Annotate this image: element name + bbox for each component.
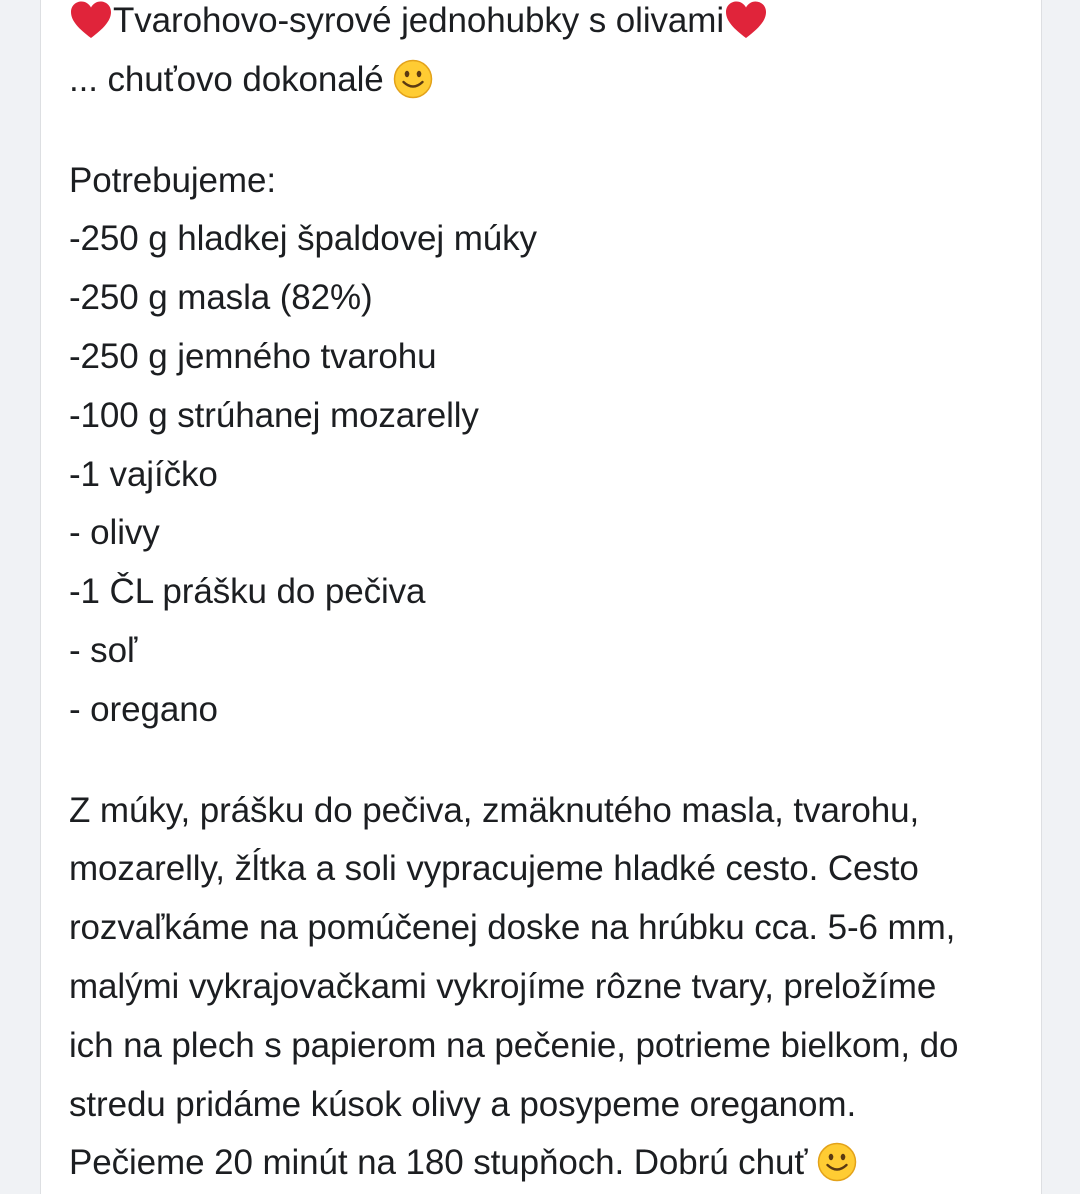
ingredient-item: -100 g strúhanej mozarelly bbox=[69, 395, 479, 435]
smile-icon bbox=[393, 59, 433, 99]
post-text bbox=[69, 0, 1029, 1193]
ingredient-item: - oregano bbox=[69, 689, 218, 729]
recipe-title-line bbox=[69, 0, 1029, 51]
ingredient-item: - soľ bbox=[69, 630, 138, 670]
instruction-line: mozarelly, žĺtka a soli vypracujeme hladké cesto. Cesto bbox=[69, 849, 919, 889]
ingredient-item: -250 g hladkej špaldovej múky bbox=[69, 219, 537, 259]
ingredients-heading: Potrebujeme: bbox=[69, 160, 276, 200]
heart-icon bbox=[69, 0, 113, 40]
recipe-subtitle: ... chuťovo dokonalé bbox=[69, 59, 384, 99]
heart-icon bbox=[724, 0, 768, 40]
instruction-last-line bbox=[69, 1134, 1029, 1193]
ingredient-item: -250 g jemného tvarohu bbox=[69, 336, 437, 376]
instruction-line: rozvaľkáme na pomúčenej doske na hrúbku cca. 5-6 mm, bbox=[69, 908, 956, 948]
post-card bbox=[40, 0, 1042, 1194]
instruction-line: Z múky, prášku do pečiva, zmäknutého masla, tvarohu, bbox=[69, 790, 920, 830]
ingredient-item: -1 vajíčko bbox=[69, 454, 218, 494]
ingredient-item: -250 g masla (82%) bbox=[69, 278, 373, 318]
recipe-title: Tvarohovo-syrové jednohubky s olivami bbox=[113, 1, 725, 40]
instruction-line: Pečieme 20 minút na 180 stupňoch. Dobrú chuť bbox=[69, 1143, 808, 1183]
smile-icon bbox=[817, 1142, 857, 1182]
instruction-line: ich na plech s papierom na pečenie, potrieme bielkom, do bbox=[69, 1025, 959, 1065]
instruction-line: stredu pridáme kúsok olivy a posypeme oreganom. bbox=[69, 1084, 857, 1124]
ingredient-item: - olivy bbox=[69, 513, 160, 553]
ingredient-item: -1 ČL prášku do pečiva bbox=[69, 572, 426, 612]
recipe-subtitle-line bbox=[69, 51, 1029, 110]
instruction-line: malými vykrajovačkami vykrojíme rôzne tvary, preložíme bbox=[69, 966, 937, 1006]
